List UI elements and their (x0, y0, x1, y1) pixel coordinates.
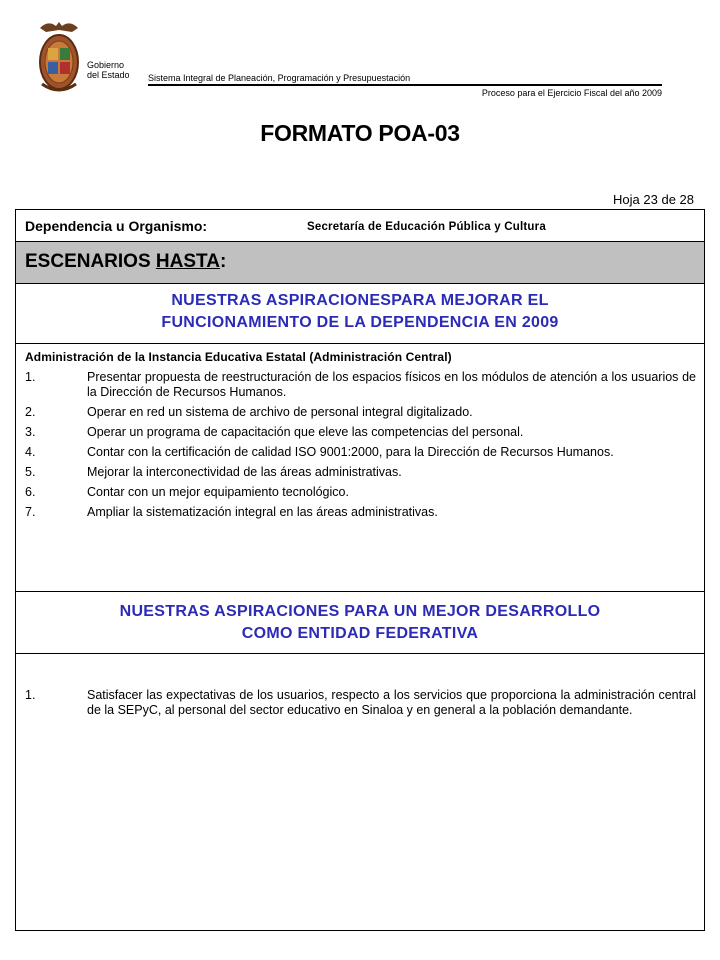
list-item-text: Ampliar la sistematización integral en las áreas administrativas. (87, 505, 438, 519)
section2-heading (16, 592, 704, 645)
list-item (25, 370, 696, 400)
list-item-number: 1. (25, 370, 36, 384)
list-item-text: Mejorar la interconectividad de las áreas administrativas. (87, 465, 402, 479)
dependency-label: Dependencia u Organismo: (25, 218, 208, 234)
process-label: Proceso para el Ejercicio Fiscal del año 2009 (481, 88, 662, 98)
scenarios-suffix: : (219, 251, 227, 272)
government-line-2: del Estado (87, 70, 130, 80)
section1-content-row (16, 344, 704, 592)
list-item (25, 688, 696, 718)
page-title: FORMATO POA-03 (260, 120, 460, 146)
section2-heading-row (16, 592, 704, 654)
list-item-text: Operar un programa de capacitación que eleve las competencias del personal. (87, 425, 524, 439)
list-item-number: 3. (25, 425, 36, 439)
state-seal-icon (36, 18, 82, 96)
page-header (0, 0, 720, 110)
list-item (25, 485, 696, 500)
scenarios-row (16, 242, 704, 284)
list-item (25, 405, 696, 420)
list-item (25, 465, 696, 480)
section1-heading (16, 284, 704, 334)
section2-content-row (16, 654, 704, 930)
scenarios-heading (25, 251, 226, 273)
government-label (87, 60, 130, 80)
section2-list (25, 688, 696, 723)
section1-heading-line-2: FUNCIONAMIENTO DE LA DEPENDENCIA EN 2009 (161, 314, 559, 331)
list-item-number: 4. (25, 445, 36, 459)
scenarios-underlined: HASTA (155, 251, 220, 272)
section1-heading-row (16, 284, 704, 344)
list-item-number: 1. (25, 688, 36, 702)
list-item (25, 425, 696, 440)
list-item-number: 6. (25, 485, 36, 499)
list-item-text: Satisfacer las expectativas de los usuarios, respecto a los servicios que proporciona la administración central de la SEPyC, al personal del sector educativo en Sinaloa y en general a la población demandante. (87, 688, 696, 717)
list-item-text: Operar en red un sistema de archivo de personal integral digitalizado. (87, 405, 473, 419)
section1-heading-line-1: NUESTRAS ASPIRACIONESPARA MEJORAR EL (171, 292, 549, 309)
section1-list (25, 370, 696, 525)
section2-heading-line-2: COMO ENTIDAD FEDERATIVA (241, 625, 479, 642)
list-item-text: Presentar propuesta de reestructuración de los espacios físicos en los módulos de atención a los usuarios de la Dirección de Recursos Humanos. (87, 370, 696, 399)
list-item-number: 7. (25, 505, 36, 519)
system-name: Sistema Integral de Planeación, Programación y Presupuestación (148, 73, 411, 83)
list-item-text: Contar con la certificación de calidad ISO 9001:2000, para la Dirección de Recursos Humanos. (87, 445, 614, 459)
dependency-value: Secretaría de Educación Pública y Cultura (307, 221, 546, 233)
scenarios-prefix: ESCENARIOS (25, 251, 156, 272)
section1-subheading: Administración de la Instancia Educativa Estatal (Administración Central) (25, 350, 452, 364)
list-item-text: Contar con un mejor equipamiento tecnológico. (87, 485, 349, 499)
header-divider (148, 84, 662, 86)
list-item (25, 505, 696, 520)
dependency-row (16, 210, 704, 242)
government-line-1: Gobierno (87, 60, 125, 70)
form-frame (15, 209, 705, 931)
list-item-number: 2. (25, 405, 36, 419)
sheet-number: Hoja 23 de 28 (613, 192, 694, 207)
list-item-number: 5. (25, 465, 36, 479)
section2-heading-line-1: NUESTRAS ASPIRACIONES PARA UN MEJOR DESARROLLO (119, 603, 601, 620)
list-item (25, 445, 696, 460)
